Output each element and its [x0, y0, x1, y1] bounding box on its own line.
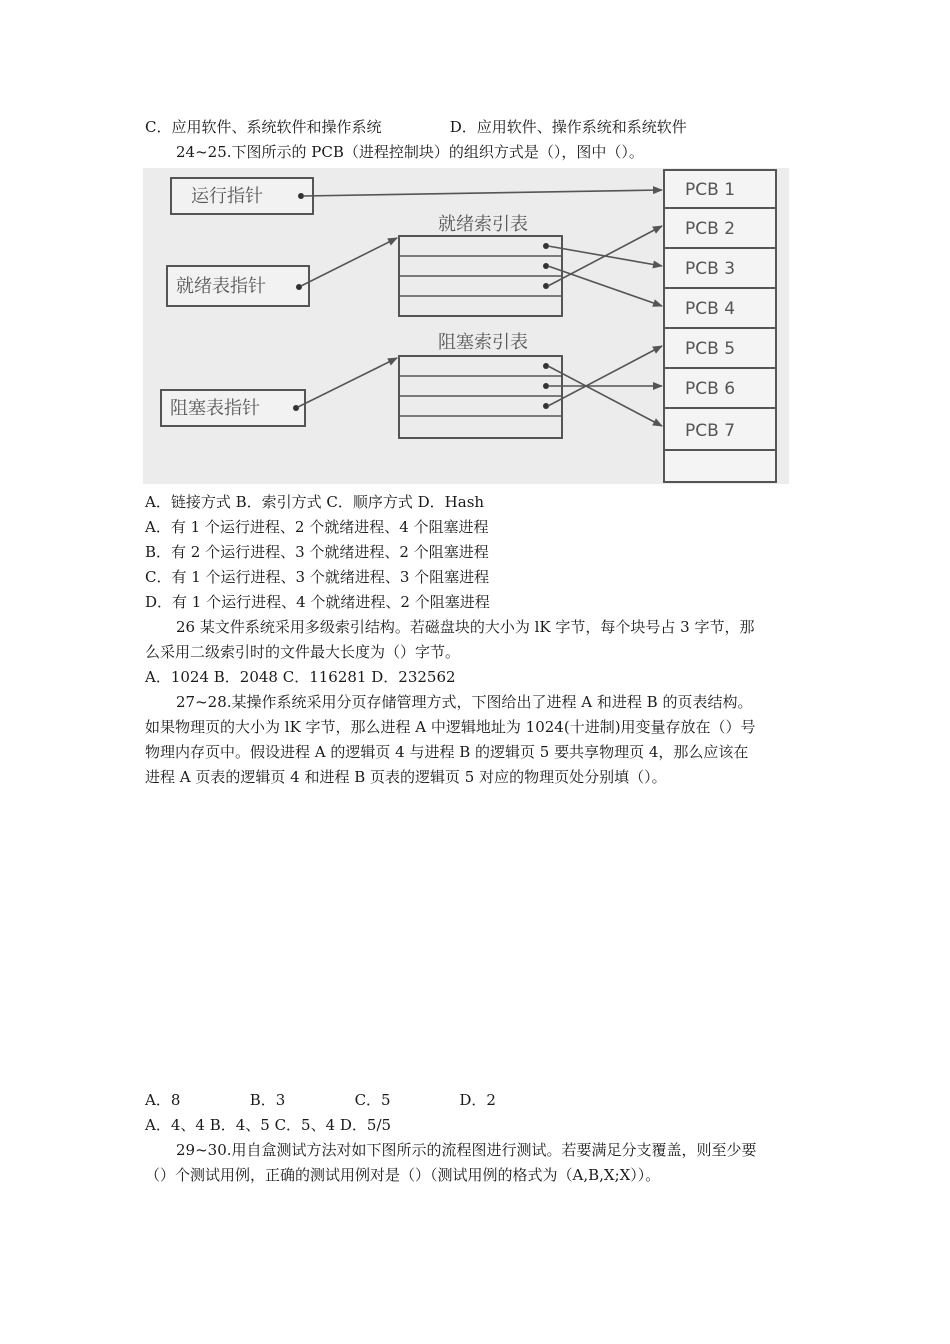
question-27-option-a: A．8	[145, 1091, 181, 1109]
question-25-answer-c: C．有 1 个运行进程、3 个就绪进程、3 个阻塞进程	[145, 568, 490, 586]
question-25-answer-d: D．有 1 个运行进程、4 个就绪进程、2 个阻塞进程	[145, 593, 490, 611]
question-27-28-line4: 进程 A 页表的逻辑页 4 和进程 B 页表的逻辑页 5 对应的物理页处分别填（）。	[145, 768, 667, 786]
blocked-index-table-label: 阻塞索引表	[438, 332, 528, 353]
pcb-column	[664, 170, 776, 482]
blocked-index-table	[399, 332, 562, 438]
question-26-options: A．1024 B．2048 C．116281 D．232562	[145, 668, 456, 686]
question-29-30-line1: 29~30.用自盒测试方法对如下图所示的流程图进行测试。若要满足分支覆盖，则至少要	[176, 1141, 757, 1159]
run-pointer-box	[171, 178, 313, 214]
pcb-4-label: PCB 4	[685, 299, 736, 319]
question-28-options: A．4、4 B．4、5 C．5、4 D．5/5	[145, 1116, 392, 1134]
question-27-28-line1: 27~28.某操作系统采用分页存储管理方式，下图给出了进程 A 和进程 B 的页表结构。	[176, 693, 753, 711]
option-c: C．应用软件、系统软件和操作系统	[145, 118, 382, 136]
question-24-options: A．链接方式 B．索引方式 C．顺序方式 D．Hash	[145, 493, 485, 511]
pcb-5-label: PCB 5	[685, 339, 736, 359]
pcb-2-label: PCB 2	[685, 219, 736, 239]
ready-pointer-box	[167, 266, 309, 306]
pcb-1-label: PCB 1	[685, 180, 736, 200]
question-27-option-b: B．3	[249, 1091, 286, 1109]
pcb-7-label: PCB 7	[685, 421, 736, 441]
blocked-pointer-box	[161, 390, 305, 426]
ready-pointer-label: 就绪表指针	[176, 276, 266, 297]
question-27-28-line3: 物理内存页中。假设进程 A 的逻辑页 4 与进程 B 的逻辑页 5 要共享物理页 4，那么应该在	[145, 743, 749, 761]
option-d: D．应用软件、操作系统和系统软件	[449, 118, 687, 136]
pcb-organization-figure	[143, 168, 789, 484]
question-29-30-line2: （）个测试用例，正确的测试用例对是（）（测试用例的格式为（A,B,X;X））。	[145, 1166, 661, 1184]
question-27-option-c: C．5	[354, 1091, 391, 1109]
question-26-stem-line2: 么采用二级索引时的文件最大长度为（）字节。	[145, 643, 461, 661]
question-27-28-line2: 如果物理页的大小为 lK 字节，那么进程 A 中逻辑地址为 1024(十进制)用变量存放在（）号	[145, 718, 756, 736]
pcb-6-label: PCB 6	[685, 379, 736, 399]
question-27-options	[145, 1090, 496, 1110]
ready-index-table	[399, 214, 562, 316]
blocked-pointer-label: 阻塞表指针	[170, 398, 260, 419]
question-26-stem-line1: 26 某文件系统采用多级索引结构。若磁盘块的大小为 lK 字节，每个块号占 3 字节，那	[176, 618, 755, 636]
question-25-answer-b: B．有 2 个运行进程、3 个就绪进程、2 个阻塞进程	[145, 543, 489, 561]
question-25-answer-a: A．有 1 个运行进程、2 个就绪进程、4 个阻塞进程	[145, 518, 489, 536]
ready-index-table-label: 就绪索引表	[438, 214, 528, 235]
question-27-option-d: D．2	[459, 1091, 496, 1109]
run-pointer-label: 运行指针	[191, 186, 263, 207]
question-24-25-stem: 24~25.下图所示的 PCB（进程控制块）的组织方式是（），图中（）。	[176, 143, 644, 161]
pcb-3-label: PCB 3	[685, 259, 736, 279]
option-c-d-line	[145, 117, 687, 137]
